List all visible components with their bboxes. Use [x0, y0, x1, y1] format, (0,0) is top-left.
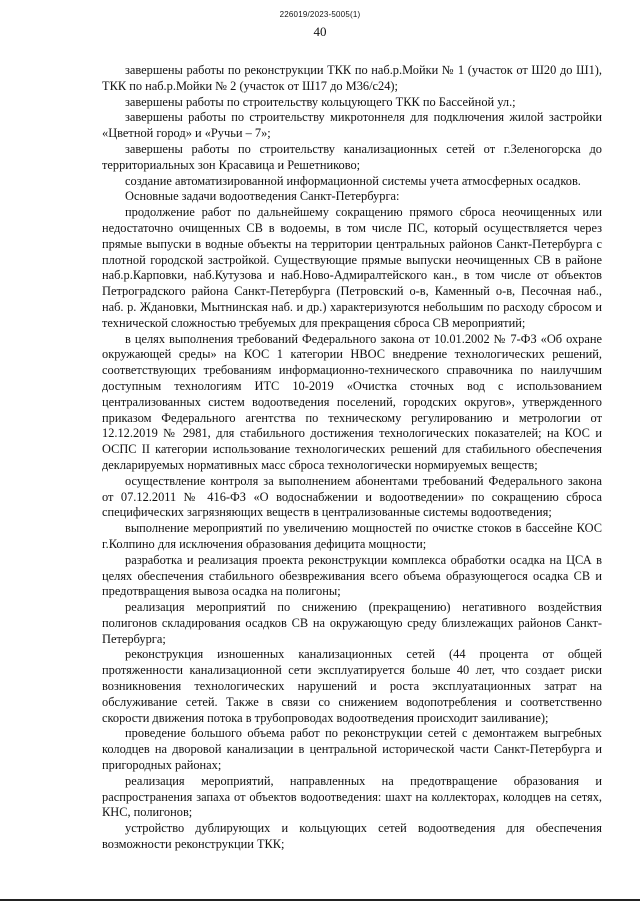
paragraph: завершены работы по реконструкции ТКК по наб.р.Мойки № 1 (участок от Ш20 до Ш1), ТКК по наб.р.Мойки № 2 (участок от Ш17 до М36/с24);: [102, 63, 602, 93]
paragraph: выполнение мероприятий по увеличению мощностей по очистке стоков в бассейне КОС г.Колпино для исключения образования дефицита мощности;: [102, 521, 602, 551]
paragraph: устройство дублирующих и кольцующих сетей водоотведения для обеспечения возможности реконструкции ТКК;: [102, 821, 602, 852]
paragraph: завершены работы по строительству микротоннеля для подключения жилой застройки «Цветной город» и «Ручьи – 7»;: [102, 110, 602, 141]
paragraph: продолжение работ по дальнейшему сокращению прямого сброса неочищенных или недостаточно очищенных СВ в водоемы, в том числе ПС, который осуществляется через прямые выпуски в водные объекты на территории центральных районов Санкт-Петербурга с плотной городской застройкой. Существующие прямые выпуски неочищенных СВ в районе наб.р.Карповки, наб.Кутузова и наб.Ново-Адмиралтейского кан., в том числе от объектов Петроградского района Санкт-Петербурга (Петровский о-в, Каменный о-в, Песочная наб., наб. р. Ждановки, Мытнинская наб. и др.) характеризуются небольшим по расходу сбросом и технической сложностью требуемых для прекращения сброса СВ мероприятий;: [102, 205, 602, 330]
page-bottom-rule: [0, 899, 640, 901]
paragraph: завершены работы по строительству канализационных сетей от г.Зеленогорска до территориальных зон Красавица и Решетниково;: [102, 141, 602, 172]
paragraph: в целях выполнения требований Федерального закона от 10.01.2002 № 7-ФЗ «Об охране окружающей среды» на КОС 1 категории НВОС внедрение технологических решений, соответствующих требованиям информационно-технического справочника по наилучшим доступным технологиям ИТС 10-2019 «Очистка сточных вод с использованием централизованных систем водоотведения поселений, городских округов», утвержденного приказом Федерального агентства по техническому регулированию и метрологии от 12.12.2019 № 2981, для стабильного достижения технологических показателей; на КОС и ОСПС II категории использование технологических решений для стабильного обеспечения декларируемых нормативных масс сброса технологически нормируемых веществ;: [102, 331, 602, 472]
paragraph: завершены работы по строительству кольцующего ТКК по Бассейной ул.;: [125, 94, 516, 109]
paragraph: разработка и реализация проекта реконструкции комплекса обработки осадка на ЦСА в целях обеспечения стабильного обезвреживания всего объема образующегося осадка СВ и предотвращения вывоза осадка на полигоны;: [102, 552, 602, 599]
paragraph: создание автоматизированной информационной системы учета атмосферных осадков.: [125, 173, 581, 188]
document-id: 226019/2023-5005(1): [279, 10, 361, 19]
paragraph: проведение большого объема работ по реконструкции сетей с демонтажем выгребных колодцев на дворовой канализации в центральной исторической части Санкт-Петербурга и пригородных районах;: [102, 726, 602, 773]
document-body: [102, 63, 602, 853]
paragraph: осуществление контроля за выполнением абонентами требований Федерального закона от 07.12.2011 № 416-ФЗ «О водоснабжении и водоотведении» по сокращению сброса специфических загрязняющих веществ в централизованные системы водоотведения;: [102, 473, 602, 520]
paragraph: реализация мероприятий по снижению (прекращению) негативного воздействия полигонов складирования осадков СВ на окружающую среду близлежащих районов Санкт-Петербурга;: [102, 600, 602, 646]
paragraph: реализация мероприятий, направленных на предотвращение образования и распространения запаха от объектов водоотведения: шахт на коллекторах, колодцев на сетях, КНС, полигонов;: [102, 773, 602, 820]
paragraph: реконструкция изношенных канализационных сетей (44 процента от общей протяженности канализационной сети эксплуатируется больше 40 лет, что создает риски возникновения технологических нарушений и роста эксплуатационных затрат на обслуживание сетей. Также в связи со снижением водопотребления и соответственно скорости движения потока в трубопроводах водоотведения происходит заиливание);: [102, 647, 602, 725]
section-heading: Основные задачи водоотведения Санкт-Петербурга:: [125, 189, 400, 204]
page-number: 40: [313, 24, 327, 39]
